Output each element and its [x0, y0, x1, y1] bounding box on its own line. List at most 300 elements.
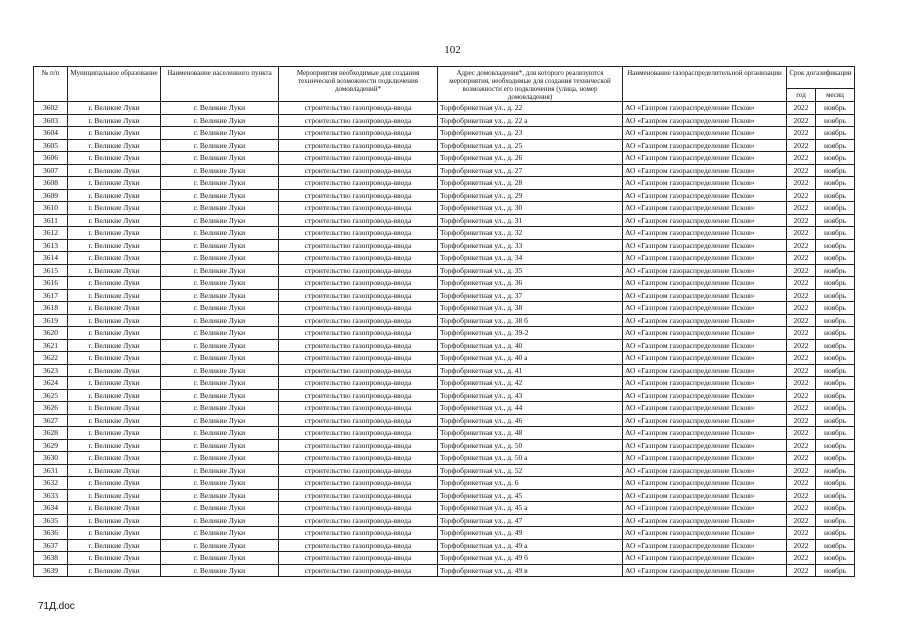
- cell-month: ноябрь: [816, 414, 855, 427]
- cell-num: 3620: [34, 327, 68, 340]
- cell-month: ноябрь: [816, 177, 855, 190]
- cell-locality: г. Великие Луки: [161, 314, 279, 327]
- table-row: [34, 114, 855, 127]
- cell-municipality: г. Великие Луки: [68, 552, 161, 565]
- cell-num: 3623: [34, 364, 68, 377]
- cell-year: 2022: [787, 552, 816, 565]
- cell-locality: г. Великие Луки: [161, 402, 279, 415]
- cell-municipality: г. Великие Луки: [68, 289, 161, 302]
- cell-municipality: г. Великие Луки: [68, 164, 161, 177]
- cell-organization: АО «Газпром газораспределение Псков»: [623, 102, 787, 115]
- cell-year: 2022: [787, 564, 816, 577]
- cell-locality: г. Великие Луки: [161, 477, 279, 490]
- cell-num: 3610: [34, 202, 68, 215]
- header-year: год: [787, 89, 816, 102]
- header-num: № п/п: [34, 67, 68, 102]
- cell-activity: строительство газопровода-ввода: [279, 464, 438, 477]
- table-row: [34, 539, 855, 552]
- cell-month: ноябрь: [816, 164, 855, 177]
- cell-organization: АО «Газпром газораспределение Псков»: [623, 539, 787, 552]
- cell-address: Торфобрикетная ул., д. 50: [438, 439, 623, 452]
- table-row: [34, 389, 855, 402]
- cell-month: ноябрь: [816, 427, 855, 440]
- cell-address: Торфобрикетная ул., д. 39-2: [438, 327, 623, 340]
- table-row: [34, 189, 855, 202]
- cell-month: ноябрь: [816, 489, 855, 502]
- cell-address: Торфобрикетная ул., д. 36: [438, 277, 623, 290]
- table-row: [34, 514, 855, 527]
- cell-address: Торфобрикетная ул., д. 28: [438, 177, 623, 190]
- cell-address: Торфобрикетная ул., д. 46: [438, 414, 623, 427]
- table-row: [34, 214, 855, 227]
- cell-year: 2022: [787, 489, 816, 502]
- cell-activity: строительство газопровода-ввода: [279, 352, 438, 365]
- cell-activity: строительство газопровода-ввода: [279, 114, 438, 127]
- cell-activity: строительство газопровода-ввода: [279, 252, 438, 265]
- cell-year: 2022: [787, 439, 816, 452]
- cell-activity: строительство газопровода-ввода: [279, 402, 438, 415]
- cell-locality: г. Великие Луки: [161, 502, 279, 515]
- cell-activity: строительство газопровода-ввода: [279, 327, 438, 340]
- cell-year: 2022: [787, 327, 816, 340]
- cell-organization: АО «Газпром газораспределение Псков»: [623, 439, 787, 452]
- cell-municipality: г. Великие Луки: [68, 489, 161, 502]
- cell-activity: строительство газопровода-ввода: [279, 514, 438, 527]
- table-row: [34, 414, 855, 427]
- cell-address: Торфобрикетная ул., д. 40: [438, 339, 623, 352]
- cell-organization: АО «Газпром газораспределение Псков»: [623, 227, 787, 240]
- cell-locality: г. Великие Луки: [161, 252, 279, 265]
- cell-address: Торфобрикетная ул., д. 30: [438, 202, 623, 215]
- cell-year: 2022: [787, 189, 816, 202]
- cell-year: 2022: [787, 339, 816, 352]
- cell-address: Торфобрикетная ул., д. 49 б: [438, 552, 623, 565]
- cell-num: 3639: [34, 564, 68, 577]
- cell-organization: АО «Газпром газораспределение Псков»: [623, 389, 787, 402]
- cell-num: 3614: [34, 252, 68, 265]
- cell-month: ноябрь: [816, 327, 855, 340]
- cell-address: Торфобрикетная ул., д. 45 а: [438, 502, 623, 515]
- cell-municipality: г. Великие Луки: [68, 564, 161, 577]
- table-row: [34, 289, 855, 302]
- table-row: [34, 339, 855, 352]
- cell-num: 3631: [34, 464, 68, 477]
- cell-municipality: г. Великие Луки: [68, 439, 161, 452]
- cell-municipality: г. Великие Луки: [68, 139, 161, 152]
- cell-organization: АО «Газпром газораспределение Псков»: [623, 377, 787, 390]
- cell-organization: АО «Газпром газораспределение Псков»: [623, 552, 787, 565]
- cell-activity: строительство газопровода-ввода: [279, 152, 438, 165]
- cell-organization: АО «Газпром газораспределение Псков»: [623, 427, 787, 440]
- cell-year: 2022: [787, 427, 816, 440]
- cell-activity: строительство газопровода-ввода: [279, 302, 438, 315]
- cell-municipality: г. Великие Луки: [68, 377, 161, 390]
- cell-year: 2022: [787, 239, 816, 252]
- cell-organization: АО «Газпром газораспределение Псков»: [623, 289, 787, 302]
- cell-organization: АО «Газпром газораспределение Псков»: [623, 139, 787, 152]
- cell-month: ноябрь: [816, 452, 855, 465]
- cell-organization: АО «Газпром газораспределение Псков»: [623, 502, 787, 515]
- cell-activity: строительство газопровода-ввода: [279, 214, 438, 227]
- cell-num: 3619: [34, 314, 68, 327]
- cell-activity: строительство газопровода-ввода: [279, 127, 438, 140]
- cell-municipality: г. Великие Луки: [68, 339, 161, 352]
- cell-municipality: г. Великие Луки: [68, 452, 161, 465]
- cell-num: 3617: [34, 289, 68, 302]
- cell-num: 3627: [34, 414, 68, 427]
- cell-organization: АО «Газпром газораспределение Псков»: [623, 302, 787, 315]
- cell-activity: строительство газопровода-ввода: [279, 102, 438, 115]
- cell-municipality: г. Великие Луки: [68, 127, 161, 140]
- cell-activity: строительство газопровода-ввода: [279, 314, 438, 327]
- cell-address: Торфобрикетная ул., д. 40 а: [438, 352, 623, 365]
- header-organization: Наименование газораспределительной организации: [623, 67, 787, 102]
- cell-month: ноябрь: [816, 477, 855, 490]
- cell-year: 2022: [787, 352, 816, 365]
- cell-locality: г. Великие Луки: [161, 177, 279, 190]
- cell-municipality: г. Великие Луки: [68, 389, 161, 402]
- cell-organization: АО «Газпром газораспределение Псков»: [623, 364, 787, 377]
- cell-organization: АО «Газпром газораспределение Псков»: [623, 489, 787, 502]
- cell-municipality: г. Великие Луки: [68, 464, 161, 477]
- cell-address: Торфобрикетная ул., д. 44: [438, 402, 623, 415]
- table-body: [34, 102, 855, 577]
- cell-year: 2022: [787, 264, 816, 277]
- table-row: [34, 227, 855, 240]
- cell-organization: АО «Газпром газораспределение Псков»: [623, 314, 787, 327]
- table-row: [34, 139, 855, 152]
- cell-year: 2022: [787, 502, 816, 515]
- cell-locality: г. Великие Луки: [161, 227, 279, 240]
- cell-activity: строительство газопровода-ввода: [279, 289, 438, 302]
- cell-num: 3636: [34, 527, 68, 540]
- cell-organization: АО «Газпром газораспределение Псков»: [623, 177, 787, 190]
- cell-address: Торфобрикетная ул., д. 49: [438, 527, 623, 540]
- cell-num: 3638: [34, 552, 68, 565]
- cell-locality: г. Великие Луки: [161, 552, 279, 565]
- cell-address: Торфобрикетная ул., д. 38 б: [438, 314, 623, 327]
- gasification-table: [33, 66, 855, 577]
- cell-num: 3609: [34, 189, 68, 202]
- cell-organization: АО «Газпром газораспределение Псков»: [623, 152, 787, 165]
- cell-municipality: г. Великие Луки: [68, 227, 161, 240]
- cell-month: ноябрь: [816, 439, 855, 452]
- cell-num: 3606: [34, 152, 68, 165]
- cell-year: 2022: [787, 314, 816, 327]
- cell-num: 3604: [34, 127, 68, 140]
- cell-month: ноябрь: [816, 402, 855, 415]
- cell-address: Торфобрикетная ул., д. 25: [438, 139, 623, 152]
- cell-activity: строительство газопровода-ввода: [279, 564, 438, 577]
- cell-municipality: г. Великие Луки: [68, 114, 161, 127]
- cell-municipality: г. Великие Луки: [68, 327, 161, 340]
- cell-organization: АО «Газпром газораспределение Псков»: [623, 477, 787, 490]
- cell-municipality: г. Великие Луки: [68, 189, 161, 202]
- table-row: [34, 102, 855, 115]
- table-row: [34, 502, 855, 515]
- cell-municipality: г. Великие Луки: [68, 152, 161, 165]
- table-row: [34, 477, 855, 490]
- cell-locality: г. Великие Луки: [161, 489, 279, 502]
- table-row: [34, 377, 855, 390]
- cell-organization: АО «Газпром газораспределение Псков»: [623, 402, 787, 415]
- cell-year: 2022: [787, 164, 816, 177]
- cell-address: Торфобрикетная ул., д. 27: [438, 164, 623, 177]
- cell-locality: г. Великие Луки: [161, 539, 279, 552]
- cell-municipality: г. Великие Луки: [68, 502, 161, 515]
- cell-locality: г. Великие Луки: [161, 364, 279, 377]
- cell-address: Торфобрикетная ул., д. 49 а: [438, 539, 623, 552]
- cell-num: 3635: [34, 514, 68, 527]
- cell-num: 3637: [34, 539, 68, 552]
- cell-municipality: г. Великие Луки: [68, 302, 161, 315]
- cell-month: ноябрь: [816, 227, 855, 240]
- cell-organization: АО «Газпром газораспределение Псков»: [623, 327, 787, 340]
- cell-month: ноябрь: [816, 377, 855, 390]
- cell-locality: г. Великие Луки: [161, 352, 279, 365]
- cell-address: Торфобрикетная ул., д. 42: [438, 377, 623, 390]
- cell-organization: АО «Газпром газораспределение Псков»: [623, 239, 787, 252]
- cell-locality: г. Великие Луки: [161, 214, 279, 227]
- cell-month: ноябрь: [816, 552, 855, 565]
- cell-num: 3615: [34, 264, 68, 277]
- cell-year: 2022: [787, 377, 816, 390]
- table-row: [34, 177, 855, 190]
- cell-locality: г. Великие Луки: [161, 439, 279, 452]
- table-row: [34, 264, 855, 277]
- cell-organization: АО «Газпром газораспределение Псков»: [623, 252, 787, 265]
- cell-address: Торфобрикетная ул., д. 38: [438, 302, 623, 315]
- cell-municipality: г. Великие Луки: [68, 477, 161, 490]
- header-activity: Мероприятия необходимые для создания технической возможности подключения домовладений*: [279, 67, 438, 102]
- cell-num: 3611: [34, 214, 68, 227]
- table-row: [34, 352, 855, 365]
- table-row: [34, 302, 855, 315]
- cell-month: ноябрь: [816, 564, 855, 577]
- cell-locality: г. Великие Луки: [161, 514, 279, 527]
- cell-address: Торфобрикетная ул., д. 41: [438, 364, 623, 377]
- cell-organization: АО «Газпром газораспределение Псков»: [623, 514, 787, 527]
- cell-month: ноябрь: [816, 389, 855, 402]
- cell-municipality: г. Великие Луки: [68, 527, 161, 540]
- cell-year: 2022: [787, 152, 816, 165]
- cell-locality: г. Великие Луки: [161, 339, 279, 352]
- table-row: [34, 202, 855, 215]
- cell-locality: г. Великие Луки: [161, 114, 279, 127]
- cell-locality: г. Великие Луки: [161, 264, 279, 277]
- table-row: [34, 152, 855, 165]
- cell-month: ноябрь: [816, 102, 855, 115]
- header-address: Адрес домовладения*, для которого реализуются мероприятия, необходимые для создания технической возможности его подключения (улица, номер домовладения): [438, 67, 623, 102]
- cell-month: ноябрь: [816, 364, 855, 377]
- cell-activity: строительство газопровода-ввода: [279, 452, 438, 465]
- cell-municipality: г. Великие Луки: [68, 364, 161, 377]
- cell-activity: строительство газопровода-ввода: [279, 489, 438, 502]
- cell-activity: строительство газопровода-ввода: [279, 339, 438, 352]
- cell-activity: строительство газопровода-ввода: [279, 377, 438, 390]
- table-row: [34, 127, 855, 140]
- cell-municipality: г. Великие Луки: [68, 177, 161, 190]
- cell-year: 2022: [787, 302, 816, 315]
- cell-num: 3626: [34, 402, 68, 415]
- cell-year: 2022: [787, 114, 816, 127]
- cell-municipality: г. Великие Луки: [68, 239, 161, 252]
- cell-organization: АО «Газпром газораспределение Псков»: [623, 352, 787, 365]
- cell-month: ноябрь: [816, 527, 855, 540]
- cell-address: Торфобрикетная ул., д. 37: [438, 289, 623, 302]
- cell-organization: АО «Газпром газораспределение Псков»: [623, 164, 787, 177]
- table-row: [34, 252, 855, 265]
- table-row: [34, 564, 855, 577]
- cell-address: Торфобрикетная ул., д. 49 в: [438, 564, 623, 577]
- cell-organization: АО «Газпром газораспределение Псков»: [623, 339, 787, 352]
- cell-year: 2022: [787, 414, 816, 427]
- cell-locality: г. Великие Луки: [161, 377, 279, 390]
- cell-municipality: г. Великие Луки: [68, 414, 161, 427]
- cell-month: ноябрь: [816, 289, 855, 302]
- cell-num: 3607: [34, 164, 68, 177]
- cell-activity: строительство газопровода-ввода: [279, 227, 438, 240]
- cell-activity: строительство газопровода-ввода: [279, 414, 438, 427]
- cell-year: 2022: [787, 139, 816, 152]
- cell-activity: строительство газопровода-ввода: [279, 477, 438, 490]
- table-row: [34, 402, 855, 415]
- cell-organization: АО «Газпром газораспределение Псков»: [623, 277, 787, 290]
- table-row: [34, 239, 855, 252]
- cell-address: Торфобрикетная ул., д. 22: [438, 102, 623, 115]
- table-row: [34, 327, 855, 340]
- cell-municipality: г. Великие Луки: [68, 352, 161, 365]
- cell-activity: строительство газопровода-ввода: [279, 427, 438, 440]
- cell-locality: г. Великие Луки: [161, 152, 279, 165]
- cell-municipality: г. Великие Луки: [68, 427, 161, 440]
- cell-address: Торфобрикетная ул., д. 50 а: [438, 452, 623, 465]
- cell-organization: АО «Газпром газораспределение Псков»: [623, 127, 787, 140]
- cell-organization: АО «Газпром газораспределение Псков»: [623, 114, 787, 127]
- table-row: [34, 277, 855, 290]
- cell-num: 3603: [34, 114, 68, 127]
- cell-month: ноябрь: [816, 502, 855, 515]
- cell-organization: АО «Газпром газораспределение Псков»: [623, 452, 787, 465]
- cell-address: Торфобрикетная ул., д. 26: [438, 152, 623, 165]
- cell-num: 3630: [34, 452, 68, 465]
- cell-address: Торфобрикетная ул., д. 43: [438, 389, 623, 402]
- cell-month: ноябрь: [816, 202, 855, 215]
- cell-month: ноябрь: [816, 352, 855, 365]
- cell-locality: г. Великие Луки: [161, 127, 279, 140]
- cell-activity: строительство газопровода-ввода: [279, 189, 438, 202]
- cell-activity: строительство газопровода-ввода: [279, 277, 438, 290]
- cell-year: 2022: [787, 252, 816, 265]
- cell-locality: г. Великие Луки: [161, 302, 279, 315]
- cell-activity: строительство газопровода-ввода: [279, 539, 438, 552]
- cell-num: 3602: [34, 102, 68, 115]
- cell-locality: г. Великие Луки: [161, 327, 279, 340]
- header-municipality: Муниципальное образование: [68, 67, 161, 102]
- cell-municipality: г. Великие Луки: [68, 402, 161, 415]
- cell-month: ноябрь: [816, 314, 855, 327]
- cell-month: ноябрь: [816, 514, 855, 527]
- cell-municipality: г. Великие Луки: [68, 214, 161, 227]
- cell-activity: строительство газопровода-ввода: [279, 364, 438, 377]
- cell-municipality: г. Великие Луки: [68, 539, 161, 552]
- cell-activity: строительство газопровода-ввода: [279, 389, 438, 402]
- cell-num: 3624: [34, 377, 68, 390]
- cell-year: 2022: [787, 364, 816, 377]
- cell-month: ноябрь: [816, 239, 855, 252]
- cell-organization: АО «Газпром газораспределение Псков»: [623, 527, 787, 540]
- cell-num: 3612: [34, 227, 68, 240]
- cell-num: 3628: [34, 427, 68, 440]
- cell-address: Торфобрикетная ул., д. 35: [438, 264, 623, 277]
- cell-year: 2022: [787, 389, 816, 402]
- cell-year: 2022: [787, 539, 816, 552]
- cell-locality: г. Великие Луки: [161, 202, 279, 215]
- cell-month: ноябрь: [816, 252, 855, 265]
- cell-year: 2022: [787, 402, 816, 415]
- cell-organization: АО «Газпром газораспределение Псков»: [623, 264, 787, 277]
- cell-year: 2022: [787, 227, 816, 240]
- cell-municipality: г. Великие Луки: [68, 102, 161, 115]
- cell-activity: строительство газопровода-ввода: [279, 177, 438, 190]
- cell-organization: АО «Газпром газораспределение Псков»: [623, 202, 787, 215]
- cell-locality: г. Великие Луки: [161, 189, 279, 202]
- cell-locality: г. Великие Луки: [161, 164, 279, 177]
- cell-activity: строительство газопровода-ввода: [279, 502, 438, 515]
- cell-activity: строительство газопровода-ввода: [279, 202, 438, 215]
- page-number: 102: [444, 44, 461, 56]
- cell-num: 3621: [34, 339, 68, 352]
- table-row: [34, 164, 855, 177]
- cell-organization: АО «Газпром газораспределение Псков»: [623, 564, 787, 577]
- cell-address: Торфобрикетная ул., д. 52: [438, 464, 623, 477]
- cell-month: ноябрь: [816, 277, 855, 290]
- cell-locality: г. Великие Луки: [161, 414, 279, 427]
- cell-num: 3633: [34, 489, 68, 502]
- cell-locality: г. Великие Луки: [161, 239, 279, 252]
- cell-month: ноябрь: [816, 139, 855, 152]
- cell-address: Торфобрикетная ул., д. 23: [438, 127, 623, 140]
- cell-num: 3613: [34, 239, 68, 252]
- cell-year: 2022: [787, 289, 816, 302]
- cell-organization: АО «Газпром газораспределение Псков»: [623, 214, 787, 227]
- cell-locality: г. Великие Луки: [161, 527, 279, 540]
- cell-locality: г. Великие Луки: [161, 277, 279, 290]
- cell-activity: строительство газопровода-ввода: [279, 164, 438, 177]
- cell-year: 2022: [787, 452, 816, 465]
- cell-locality: г. Великие Луки: [161, 464, 279, 477]
- cell-activity: строительство газопровода-ввода: [279, 239, 438, 252]
- cell-num: 3616: [34, 277, 68, 290]
- table-header: [34, 67, 855, 102]
- table-row: [34, 439, 855, 452]
- cell-num: 3608: [34, 177, 68, 190]
- cell-year: 2022: [787, 202, 816, 215]
- cell-year: 2022: [787, 514, 816, 527]
- table-row: [34, 552, 855, 565]
- header-month: месяц: [816, 89, 855, 102]
- cell-locality: г. Великие Луки: [161, 452, 279, 465]
- cell-month: ноябрь: [816, 539, 855, 552]
- cell-organization: АО «Газпром газораспределение Псков»: [623, 464, 787, 477]
- cell-activity: строительство газопровода-ввода: [279, 264, 438, 277]
- cell-municipality: г. Великие Луки: [68, 252, 161, 265]
- cell-address: Торфобрикетная ул., д. 34: [438, 252, 623, 265]
- cell-address: Торфобрикетная ул., д. 48: [438, 427, 623, 440]
- cell-year: 2022: [787, 464, 816, 477]
- cell-month: ноябрь: [816, 127, 855, 140]
- cell-num: 3625: [34, 389, 68, 402]
